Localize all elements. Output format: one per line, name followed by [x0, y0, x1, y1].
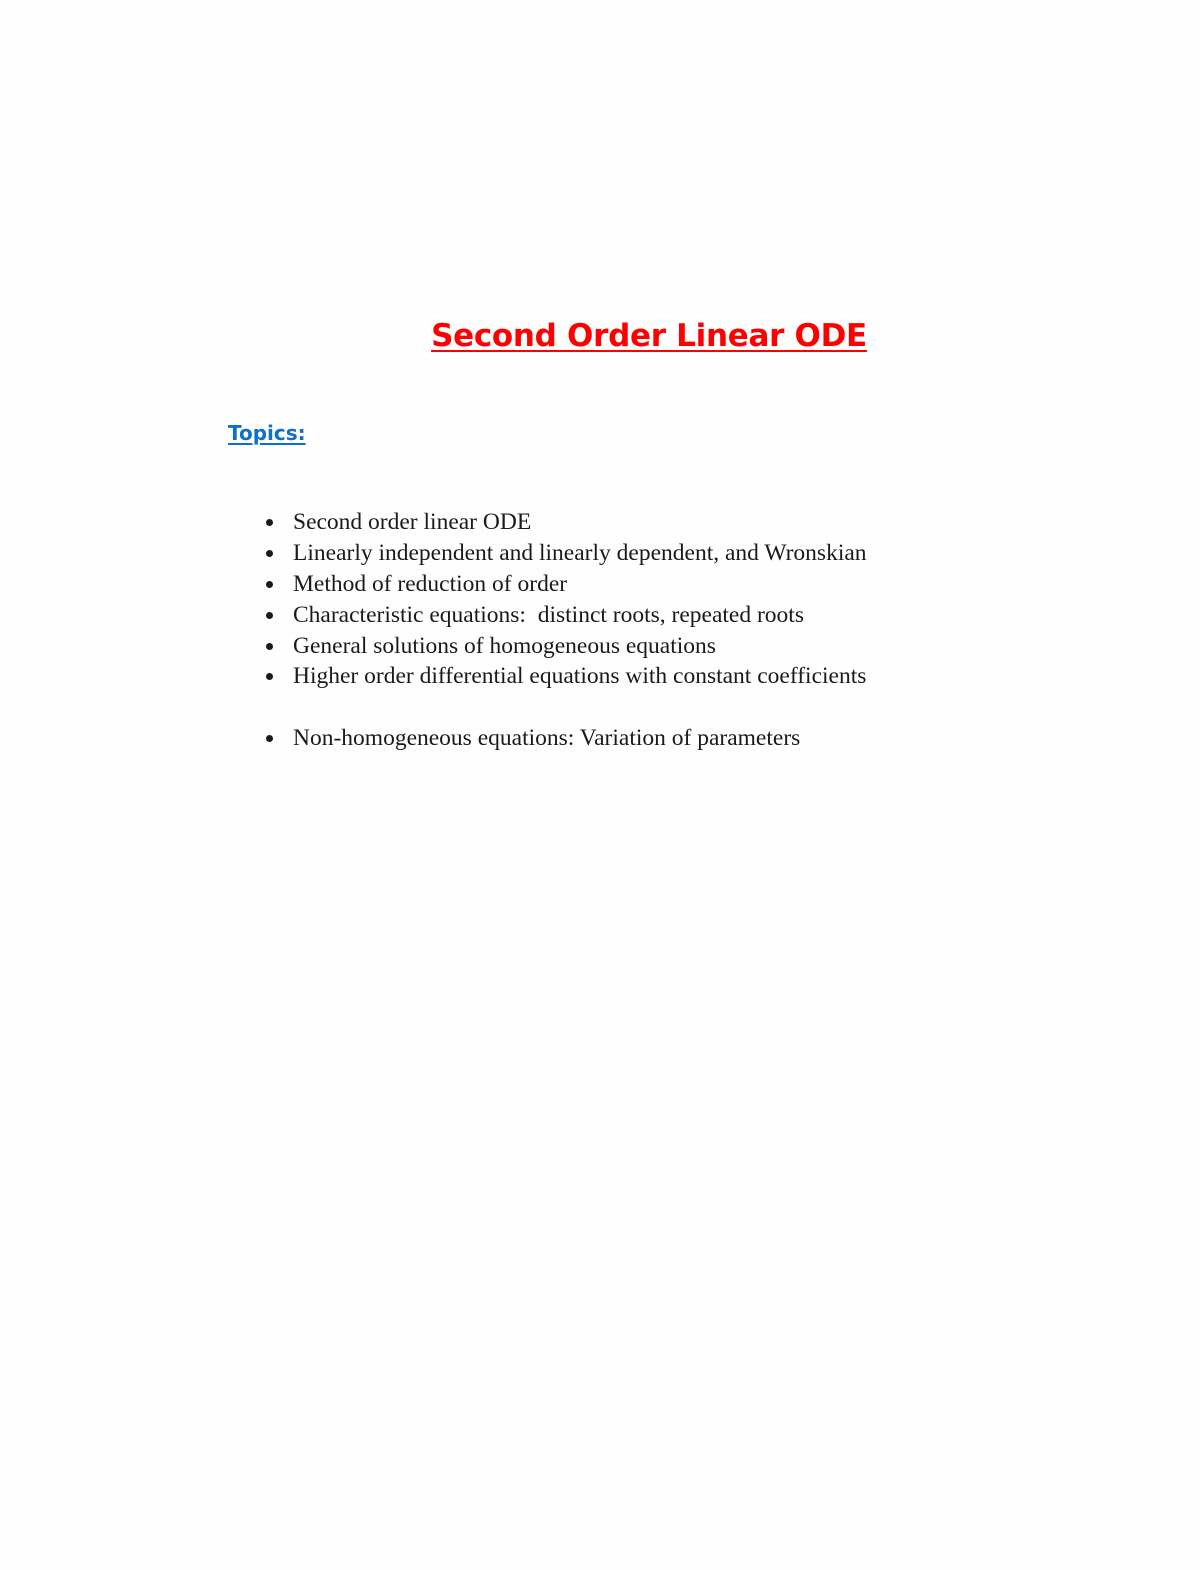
bullet-icon: [266, 631, 274, 661]
list-item-text: Characteristic equations: distinct roots, repeated roots: [293, 602, 804, 628]
list-item: [0, 631, 800, 661]
bullet-icon: [266, 538, 274, 568]
bullet-icon: [266, 661, 274, 691]
list-item: [0, 538, 867, 568]
list-item: [0, 507, 800, 537]
bullet-icon: [266, 600, 274, 630]
list-item: [0, 569, 800, 599]
list-item: [0, 723, 800, 753]
bullet-icon: [266, 507, 274, 537]
bullet-icon: [266, 723, 274, 753]
list-item-text: Second order linear ODE: [293, 509, 532, 535]
topics-heading: Topics:: [228, 421, 306, 445]
list-item: [0, 661, 867, 691]
list-item-text: General solutions of homogeneous equations: [293, 633, 716, 659]
page-title: Second Order Linear ODE: [431, 318, 867, 354]
bullet-icon: [266, 569, 274, 599]
list-item-text: Linearly independent and linearly dependent, and Wronskian: [293, 540, 867, 566]
list-item: [0, 600, 804, 630]
list-item-text: Non-homogeneous equations: Variation of parameters: [293, 725, 801, 751]
list-item-text: Higher order differential equations with constant coefficients: [293, 663, 867, 689]
list-item-text: Method of reduction of order: [293, 571, 568, 597]
